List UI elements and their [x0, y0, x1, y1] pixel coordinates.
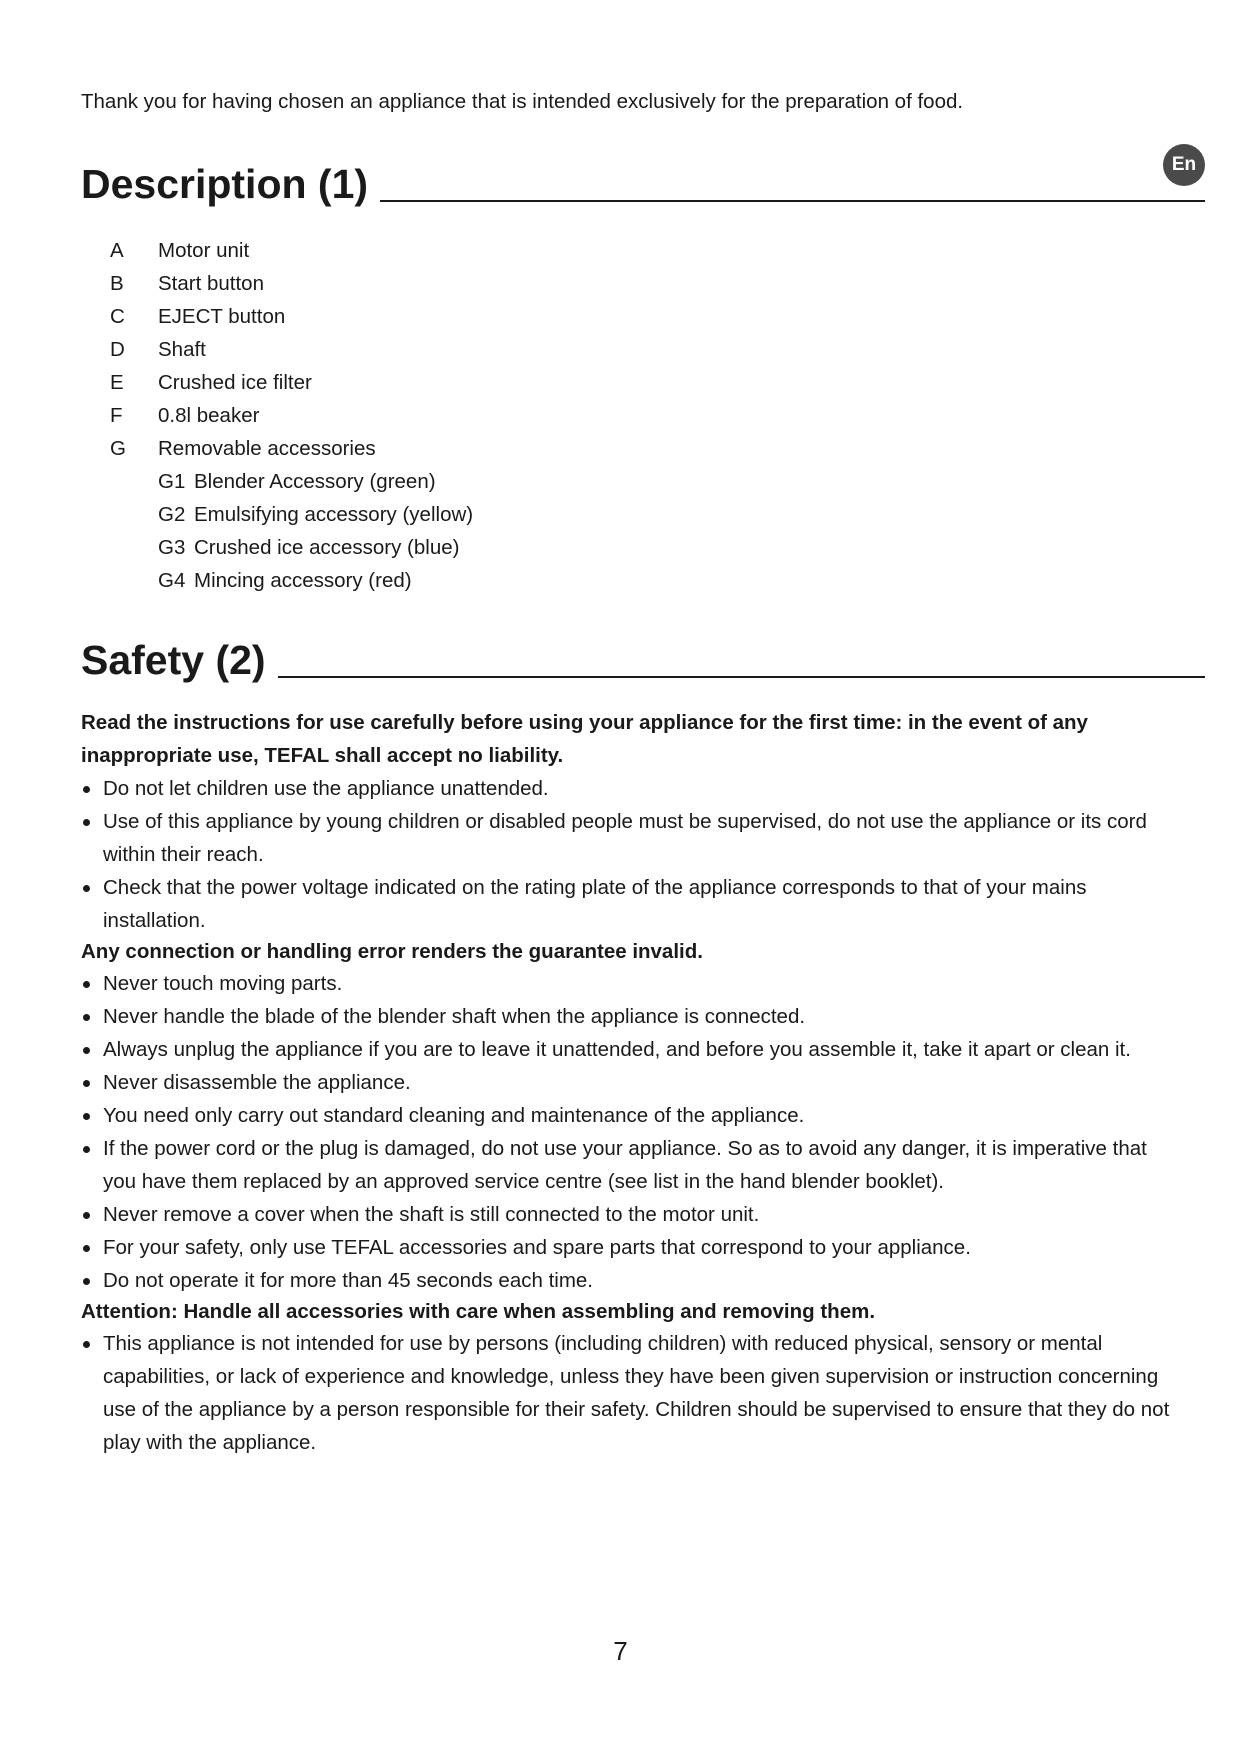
list-item: Do not let children use the appliance unattended. [81, 772, 1171, 805]
item-letter: C [110, 305, 125, 328]
heading-rule [278, 676, 1205, 678]
description-list [110, 234, 473, 597]
item-letter: D [110, 338, 125, 361]
safety-heading [81, 636, 1205, 684]
accessory-label: Mincing accessory (red) [194, 569, 412, 592]
description-item [110, 399, 473, 432]
accessory-item [158, 564, 473, 597]
accessory-label: Crushed ice accessory (blue) [194, 536, 460, 559]
accessory-code: G1 [158, 470, 186, 493]
list-item: Do not operate it for more than 45 seconds each time. [81, 1264, 1171, 1297]
description-item [110, 267, 473, 300]
list-item: Never disassemble the appliance. [81, 1066, 1171, 1099]
list-item: Never remove a cover when the shaft is still connected to the motor unit. [81, 1198, 1171, 1231]
accessory-item [158, 465, 473, 498]
list-item: Never touch moving parts. [81, 967, 1171, 1000]
accessory-label: Emulsifying accessory (yellow) [194, 503, 474, 526]
heading-rule [380, 200, 1205, 202]
accessory-code: G2 [158, 503, 186, 526]
list-item: Use of this appliance by young children or disabled people must be supervised, do not use the appliance or its cord within their reach. [81, 805, 1171, 871]
item-letter: G [110, 437, 126, 460]
safety-lead: Read the instructions for use carefully before using your appliance for the first time: in the event of any inappropriate use, TEFAL shall accept no liability. [81, 711, 1088, 767]
description-item [110, 333, 473, 366]
item-label: Start button [158, 272, 264, 295]
guarantee-warning: Any connection or handling error renders the guarantee invalid. [81, 940, 703, 963]
description-heading [81, 160, 1205, 208]
accessory-item [158, 531, 473, 564]
intro-text: Thank you for having chosen an appliance that is intended exclusively for the preparation of food. [81, 90, 964, 113]
item-label: Shaft [158, 338, 206, 361]
attention-warning: Attention: Handle all accessories with care when assembling and removing them. [81, 1300, 876, 1323]
safety-list-3 [81, 1327, 1171, 1459]
item-label: Crushed ice filter [158, 371, 312, 394]
list-item: You need only carry out standard cleaning and maintenance of the appliance. [81, 1099, 1171, 1132]
description-item [110, 234, 473, 267]
description-title: Description (1) [81, 161, 369, 207]
safety-list-2 [81, 967, 1171, 1297]
item-letter: F [110, 404, 123, 427]
list-item: Check that the power voltage indicated on the rating plate of the appliance corresponds to that of your mains installation. [81, 871, 1171, 937]
list-item: If the power cord or the plug is damaged, do not use your appliance. So as to avoid any danger, it is imperative that you have them replaced by an approved service centre (see list in the hand blender booklet). [81, 1132, 1171, 1198]
accessory-code: G4 [158, 569, 186, 592]
list-item: For your safety, only use TEFAL accessories and spare parts that correspond to your appliance. [81, 1231, 1171, 1264]
item-label: EJECT button [158, 305, 286, 328]
safety-section [81, 706, 1171, 1459]
description-item [110, 366, 473, 399]
accessory-item [158, 498, 473, 531]
item-letter: B [110, 272, 124, 295]
safety-list-1 [81, 772, 1171, 937]
list-item: This appliance is not intended for use by persons (including children) with reduced physical, sensory or mental capabilities, or lack of experience and knowledge, unless they have been given supervision or instruction concerning use of the appliance by a person responsible for their safety. Children should be supervised to ensure that they do not play with the appliance. [81, 1327, 1171, 1459]
accessory-sublist [110, 465, 473, 597]
list-item: Always unplug the appliance if you are to leave it unattended, and before you assemble it, take it apart or clean it. [81, 1033, 1171, 1066]
item-letter: E [110, 371, 124, 394]
item-label: Removable accessories [158, 437, 376, 460]
description-item [110, 432, 473, 465]
item-letter: A [110, 239, 124, 262]
description-item [110, 300, 473, 333]
page-number: 7 [613, 1636, 628, 1666]
accessory-label: Blender Accessory (green) [194, 470, 436, 493]
accessory-code: G3 [158, 536, 186, 559]
language-badge: En [1163, 144, 1205, 186]
list-item: Never handle the blade of the blender shaft when the appliance is connected. [81, 1000, 1171, 1033]
safety-title: Safety (2) [81, 637, 266, 683]
item-label: Motor unit [158, 239, 250, 262]
item-label: 0.8l beaker [158, 404, 260, 427]
